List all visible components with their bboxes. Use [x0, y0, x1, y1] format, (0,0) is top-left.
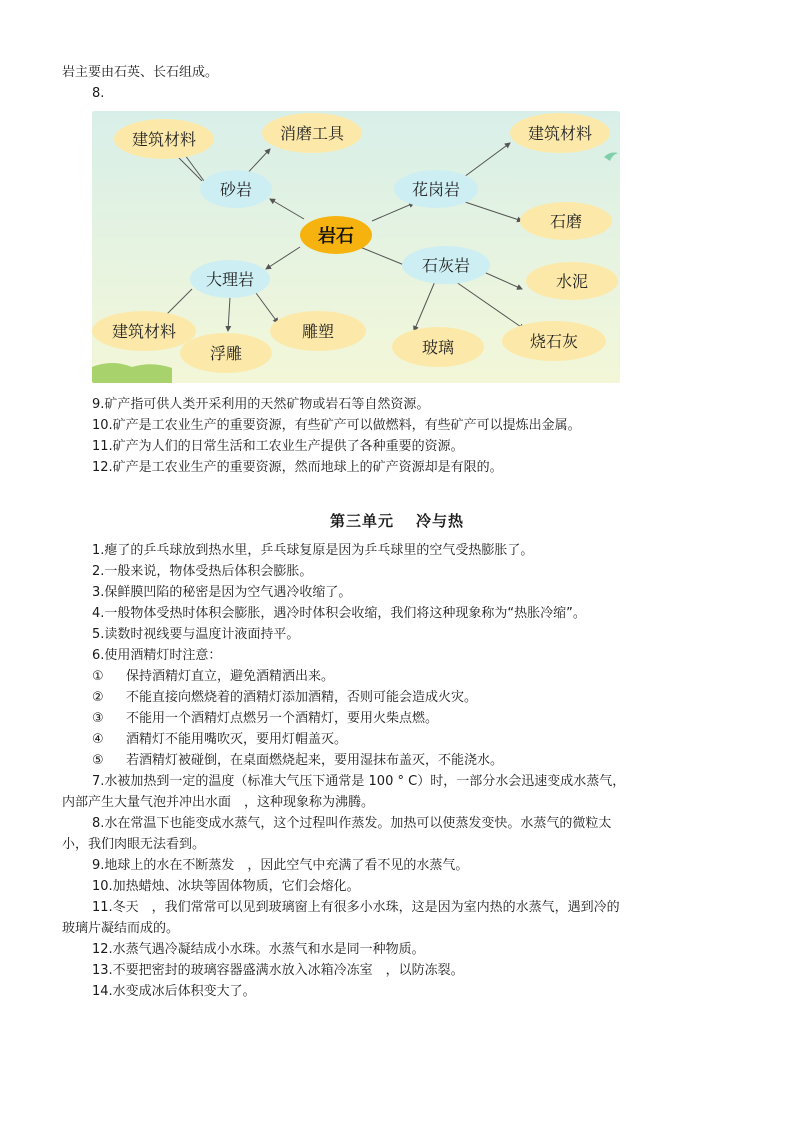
- unit-3-title-name: 冷与热: [416, 512, 465, 530]
- u3-item-7-line-1: 7.水被加热到一定的温度（标准大气压下通常是 100 ° C）时，一部分水会迅速变成水蒸气，: [92, 774, 626, 789]
- u3-item-13: 13.不要把密封的玻璃容器盛满水放入冰箱冷冻室 ，以防冻裂。: [92, 963, 464, 978]
- u3-item-4: 4.一般物体受热时体积会膨胀，遇冷时体积会收缩，我们将这种现象称为“热胀冷缩”。: [92, 606, 586, 621]
- node-marble-label: 大理岩: [205, 270, 255, 289]
- item-8-label: 8.: [92, 86, 105, 101]
- unit-3-title: [0, 510, 794, 531]
- node-stone-mill-label: 石磨: [549, 212, 583, 231]
- u3-item-3: 3.保鲜膜凹陷的秘密是因为空气遇冷收缩了。: [92, 585, 352, 600]
- alcohol-lamp-tip-2: ② 不能直接向燃烧着的酒精灯添加酒精，否则可能会造成火灾。: [92, 690, 478, 705]
- u3-item-11-line-2: 玻璃片凝结而成的。: [62, 921, 180, 936]
- node-cement-label: 水泥: [555, 272, 589, 291]
- u3-item-7-line-2: 内部产生大量气泡并冲出水面 ，这种现象称为沸腾。: [62, 795, 375, 810]
- node-relief-label: 浮雕: [209, 344, 243, 363]
- rock-mind-map: [92, 111, 620, 383]
- node-building-material-3-label: 建筑材料: [111, 322, 177, 341]
- alcohol-lamp-tip-1: ① 保持酒精灯直立，避免酒精洒出来。: [92, 669, 335, 684]
- node-sculpture-label: 雕塑: [301, 322, 335, 341]
- item-11: 11.矿产为人们的日常生活和工农业生产提供了各种重要的资源。: [92, 439, 464, 454]
- u3-item-8-line-1: 8.水在常温下也能变成水蒸气，这个过程叫作蒸发。加热可以使蒸发变快。水蒸气的微粒太: [92, 816, 612, 831]
- rock-mind-map-svg: [92, 111, 620, 383]
- intro-line: 岩主要由石英、长石组成。: [62, 65, 219, 80]
- node-sandstone-label: 砂岩: [219, 180, 253, 199]
- alcohol-lamp-tip-4: ④ 酒精灯不能用嘴吹灭，要用灯帽盖灭。: [92, 732, 348, 747]
- unit-3-title-number: 第三单元: [329, 512, 394, 530]
- u3-item-2: 2.一般来说，物体受热后体积会膨胀。: [92, 564, 313, 579]
- u3-item-11-line-1: 11.冬天 ，我们常常可以见到玻璃窗上有很多小水珠，这是因为室内热的水蒸气，遇到冷的: [92, 900, 620, 915]
- item-12: 12.矿产是工农业生产的重要资源，然而地球上的矿产资源却是有限的。: [92, 460, 503, 475]
- node-quicklime-label: 烧石灰: [529, 332, 579, 351]
- u3-item-5: 5.读数时视线要与温度计液面持平。: [92, 627, 300, 642]
- alcohol-lamp-tip-3: ③ 不能用一个酒精灯点燃另一个酒精灯，要用火柴点燃。: [92, 711, 439, 726]
- node-building-material-2-label: 建筑材料: [527, 124, 593, 143]
- u3-item-10: 10.加热蜡烛、冰块等固体物质，它们会熔化。: [92, 879, 360, 894]
- u3-item-6: 6.使用酒精灯时注意：: [92, 648, 222, 663]
- u3-item-8-line-2: 小，我们肉眼无法看到。: [62, 837, 206, 852]
- u3-item-12: 12.水蒸气遇冷凝结成小水珠。水蒸气和水是同一种物质。: [92, 942, 425, 957]
- node-limestone-label: 石灰岩: [421, 256, 471, 275]
- node-glass-label: 玻璃: [421, 338, 455, 357]
- node-rock-center-label: 岩石: [318, 226, 354, 247]
- item-9: 9.矿产指可供人类开采利用的天然矿物或岩石等自然资源。: [92, 397, 430, 412]
- item-10: 10.矿产是工农业生产的重要资源，有些矿产可以做燃料，有些矿产可以提炼出金属。: [92, 418, 581, 433]
- node-building-material-1-label: 建筑材料: [131, 130, 197, 149]
- u3-item-14: 14.水变成冰后体积变大了。: [92, 984, 256, 999]
- node-grinding-tool-label: 消磨工具: [279, 124, 345, 143]
- u3-item-9: 9.地球上的水在不断蒸发 ，因此空气中充满了看不见的水蒸气。: [92, 858, 469, 873]
- alcohol-lamp-tip-5: ⑤ 若酒精灯被碰倒，在桌面燃烧起来，要用湿抹布盖灭，不能浇水。: [92, 753, 504, 768]
- u3-item-1: 1.瘪了的乒乓球放到热水里，乒乓球复原是因为乒乓球里的空气受热膨胀了。: [92, 543, 534, 558]
- node-granite-label: 花岗岩: [411, 180, 461, 199]
